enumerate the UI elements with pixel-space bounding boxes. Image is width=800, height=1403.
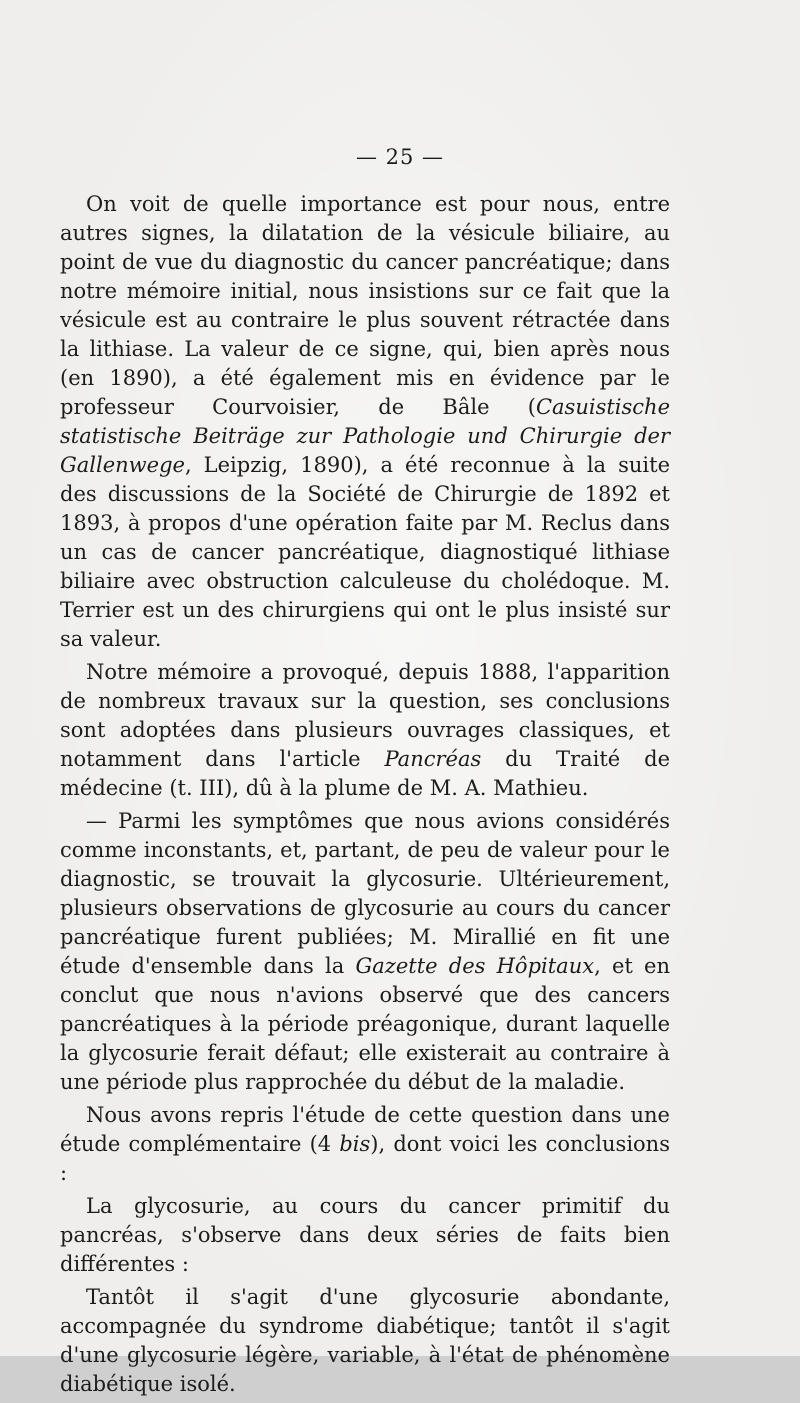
paragraph: Notre mémoire a provoqué, depuis 1888, l'apparition de nombreux travaux sur la question, ses conclusions sont adoptées dans plusieurs ouvrages classiques, et notamment dans l'article Pancréas du Traité de médecine (t. III), dû à la plume de M. A. Mathieu. [60, 660, 670, 800]
paragraph: Nous avons repris l'étude de cette question dans une étude complémentaire (4 bis), dont voici les conclusions : [60, 1103, 670, 1185]
body-text [60, 190, 670, 1403]
paragraph: Tantôt il s'agit d'une glycosurie abondante, accompagnée du syndrome diabétique; tantôt il s'agit d'une glycosurie légère, variable, à l'état de phénomène diabétique isolé. [60, 1285, 670, 1396]
paragraph: La glycosurie, au cours du cancer primitif du pancréas, s'observe dans deux séries de faits bien différentes : [60, 1194, 670, 1276]
page-number: — 25 — [355, 145, 445, 169]
paragraph: — Parmi les symptômes que nous avions considérés comme inconstants, et, partant, de peu de valeur pour le diagnostic, se trouvait la glycosurie. Ultérieurement, plusieurs observations de glycosurie au cours du cancer pancréatique furent publiées; M. Mirallié en fit une étude d'ensemble dans la Gazette des Hôpitaux, et en conclut que nous n'avions observé que des cancers pancréatiques à la période préagonique, durant laquelle la glycosurie ferait défaut; elle existerait au contraire à une période plus rapprochée du début de la maladie. [60, 809, 670, 1094]
paragraph: On voit de quelle importance est pour nous, entre autres signes, la dilatation de la vésicule biliaire, au point de vue du diagnostic du cancer pancréatique; dans notre mémoire initial, nous insistions sur ce fait que la vésicule est au contraire le plus souvent rétractée dans la lithiase. La valeur de ce signe, qui, bien après nous (en 1890), a été également mis en évidence par le professeur Courvoisier, de Bâle (Casuistische statistische Beiträge zur Pathologie und Chirurgie der Gallenwege, Leipzig, 1890), a été reconnue à la suite des discussions de la Société de Chirurgie de 1892 et 1893, à propos d'une opération faite par M. Reclus dans un cas de cancer pancréatique, diagnostiqué lithiase biliaire avec obstruction calculeuse du cholédoque. M. Terrier est un des chirurgiens qui ont le plus insisté sur sa valeur. [60, 192, 670, 651]
